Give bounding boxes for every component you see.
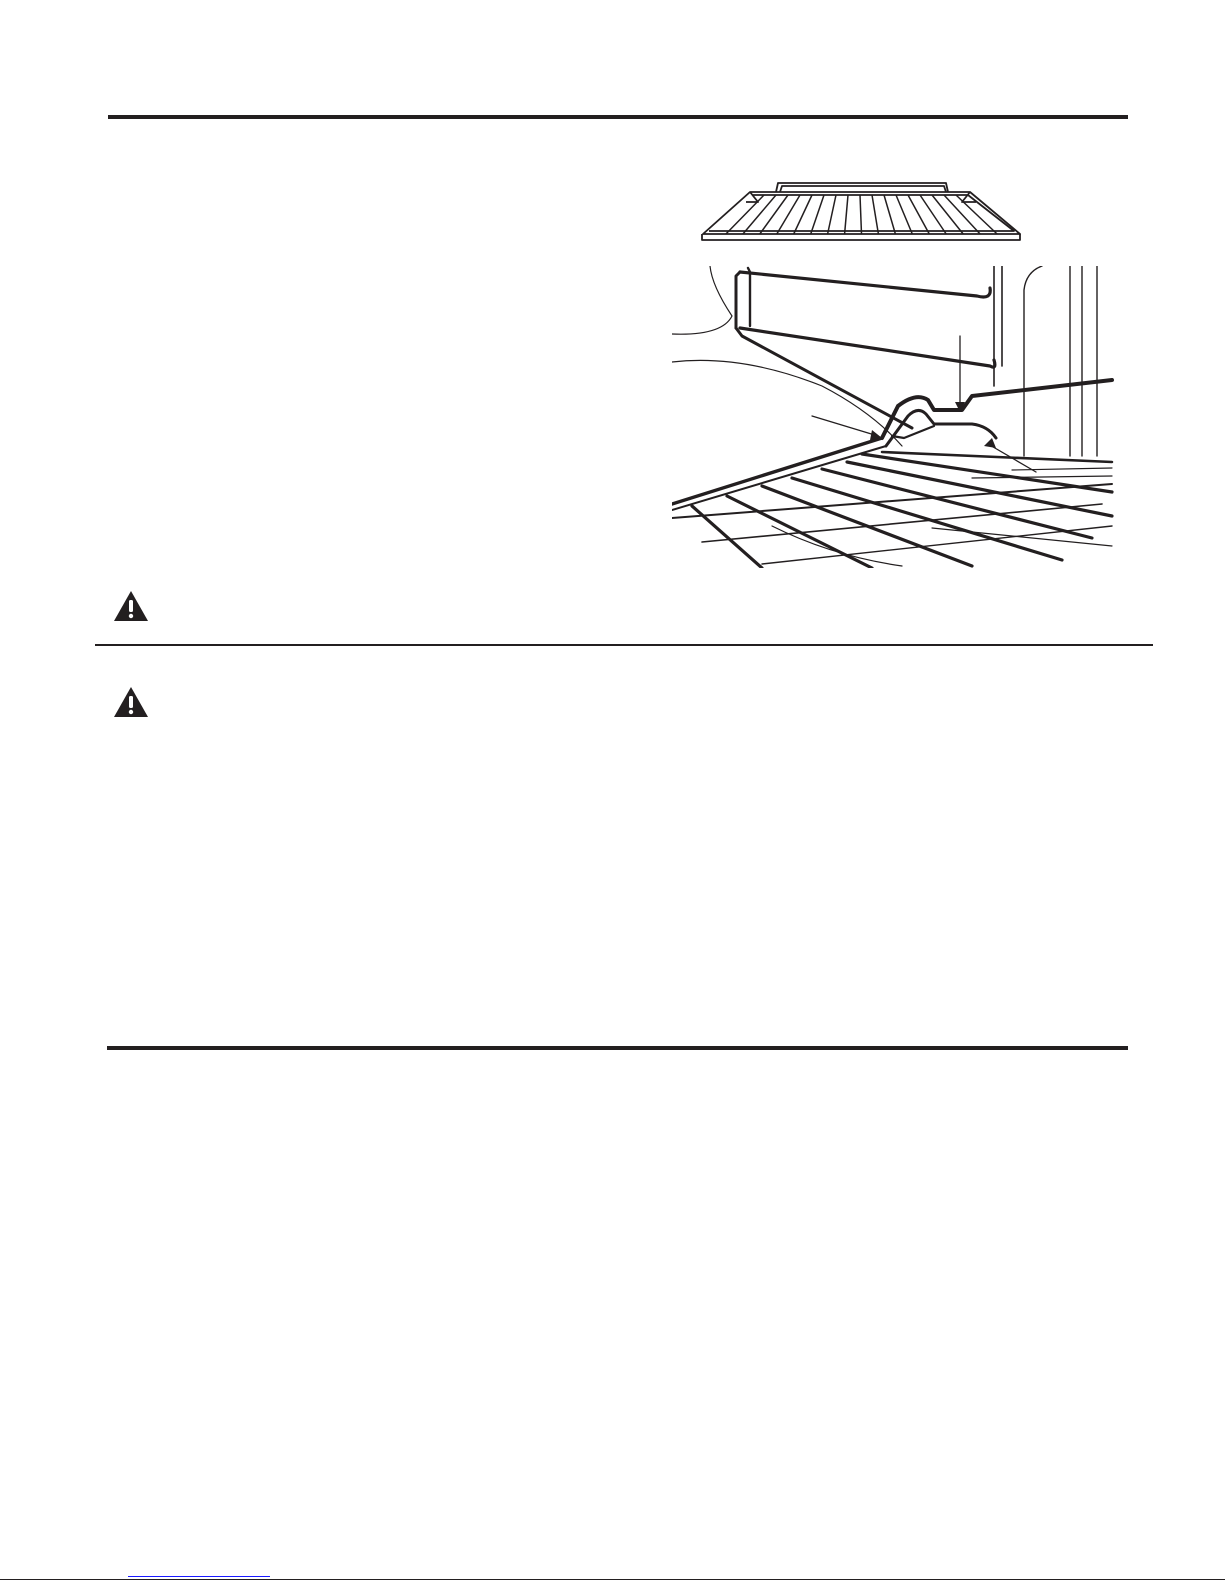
warning-triangle-icon bbox=[113, 590, 149, 622]
footer-link-underline[interactable] bbox=[128, 1576, 270, 1577]
rack-wire-bar bbox=[920, 195, 946, 234]
section-divider-bottom bbox=[107, 1046, 1128, 1050]
rack-wire-bar bbox=[884, 195, 895, 234]
oven-rack-illustration bbox=[700, 178, 1040, 248]
rack-wire-bar bbox=[845, 195, 848, 234]
section-divider-top bbox=[108, 115, 1128, 119]
rack-wire-bar bbox=[896, 195, 912, 234]
footer-divider bbox=[0, 1579, 1225, 1580]
warning-triangle-icon bbox=[113, 686, 149, 718]
oven-rack-in-oven-illustration bbox=[672, 266, 1124, 568]
rack-wire-bar bbox=[726, 195, 764, 234]
rack-wire-bar bbox=[811, 195, 824, 234]
rack-wire-bar bbox=[908, 195, 929, 234]
rack-wire-bar bbox=[932, 195, 963, 234]
rack-wire-bar bbox=[743, 195, 776, 234]
rack-wire-bar bbox=[760, 195, 788, 234]
rack-wire-bar bbox=[860, 195, 862, 234]
rack-wire-bar bbox=[828, 195, 836, 234]
section-divider-middle bbox=[95, 644, 1153, 646]
rack-wire-bar bbox=[872, 195, 878, 234]
